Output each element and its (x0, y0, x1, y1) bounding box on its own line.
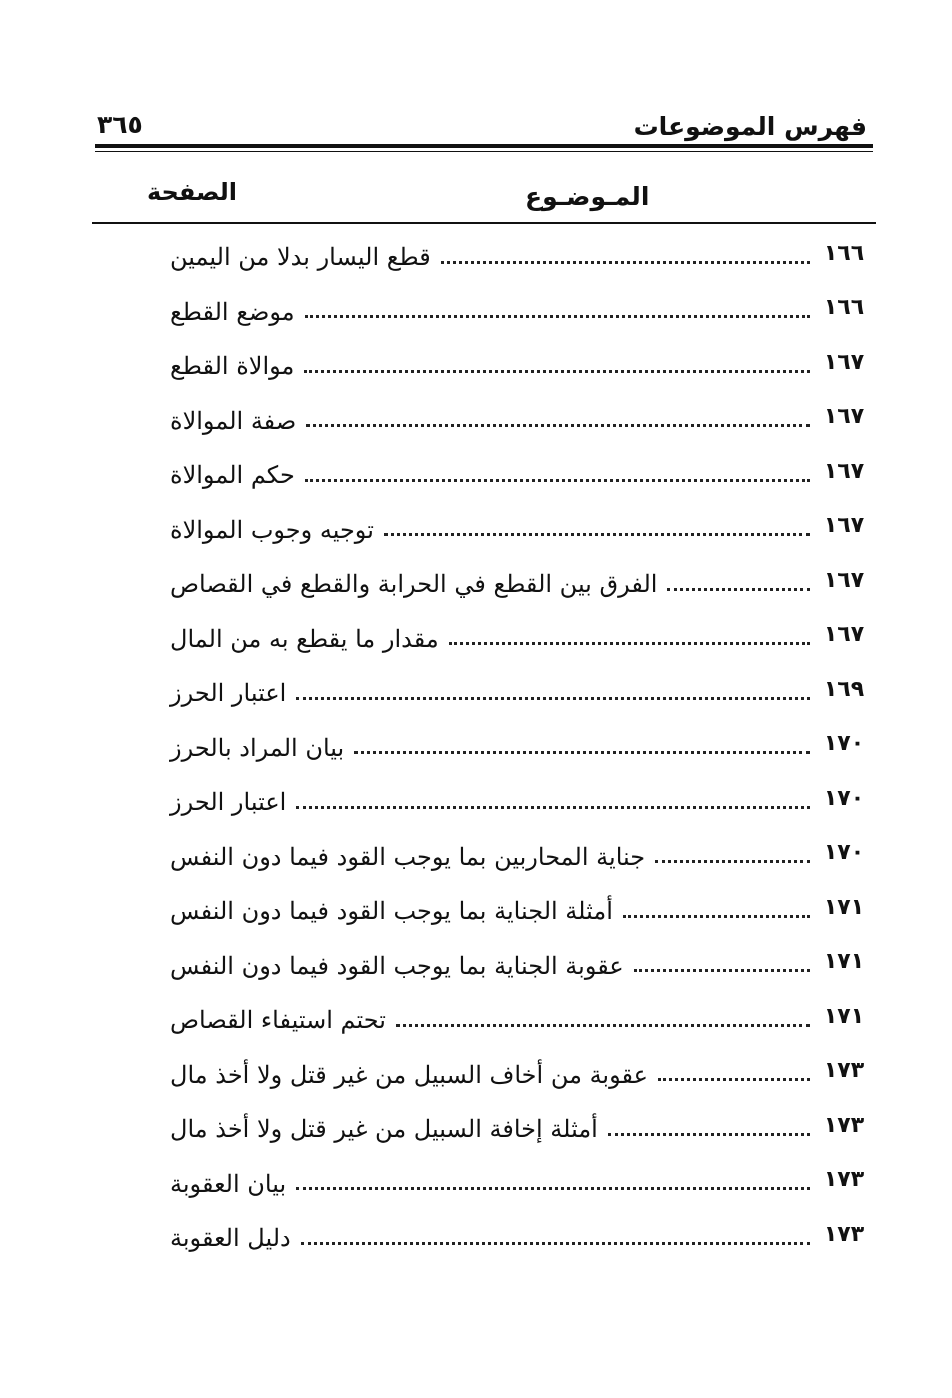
toc-entry-page: ١٦٧ (823, 622, 865, 648)
toc-entry-title: بيان العقوبة (170, 1169, 287, 1198)
toc-entry-page: ١٦٦ (823, 295, 865, 321)
toc-entry (160, 557, 872, 612)
toc-entry-title: مقدار ما يقطع به من المال (170, 624, 439, 653)
toc-entry-page: ١٧١ (823, 1003, 865, 1029)
toc-entry-page: ١٦٧ (823, 458, 865, 484)
toc-entry (160, 1157, 872, 1212)
dot-leader (655, 860, 810, 863)
toc-entry-title: دليل العقوبة (170, 1224, 291, 1253)
dot-leader (296, 697, 810, 700)
dot-leader (449, 642, 810, 645)
toc-entry-page: ١٦٦ (823, 240, 865, 266)
toc-entry-title: جناية المحاربين بما يوجب القود فيما دون النفس (170, 842, 646, 871)
toc-entry (160, 339, 872, 394)
header-rule-thin (95, 151, 873, 152)
toc-entry (160, 775, 872, 830)
toc-entry-title: اعتبار الحرز (170, 788, 287, 817)
toc-entry-page: ١٦٧ (823, 349, 865, 375)
toc-entry (160, 721, 872, 776)
dot-leader (354, 751, 810, 754)
running-header (95, 108, 875, 148)
toc-entry (160, 884, 872, 939)
dot-leader (306, 424, 810, 427)
toc-entry (160, 230, 872, 285)
toc-entry (160, 285, 872, 340)
dot-leader (304, 370, 810, 373)
column-headers (95, 176, 875, 220)
header-rule-thick (95, 144, 873, 148)
toc-entry-title: موالاة القطع (170, 352, 295, 381)
column-header-page: الصفحة (147, 178, 238, 206)
toc-entry-page: ١٦٧ (823, 567, 865, 593)
toc-entry-title: عقوبة الجناية بما يوجب القود فيما دون النفس (170, 951, 624, 980)
toc-entry-title: قطع اليسار بدلا من اليمين (170, 243, 431, 272)
dot-leader (384, 533, 810, 536)
dot-leader (296, 806, 810, 809)
toc-entry (160, 939, 872, 994)
toc-entry-page: ١٧٣ (823, 1167, 865, 1193)
dot-leader (608, 1133, 810, 1136)
toc-entry (160, 1102, 872, 1157)
toc-entry-page: ١٧١ (823, 894, 865, 920)
toc-entry (160, 666, 872, 721)
dot-leader (441, 261, 810, 264)
dot-leader (296, 1187, 810, 1190)
toc-entry-title: توجيه وجوب الموالاة (170, 515, 374, 544)
toc-entry-title: تحتم استيفاء القصاص (170, 1006, 386, 1035)
toc-list (160, 230, 872, 1266)
column-header-rule (92, 222, 876, 224)
toc-entry (160, 993, 872, 1048)
toc-entry-page: ١٦٧ (823, 513, 865, 539)
dot-leader (305, 479, 810, 482)
toc-entry-title: عقوبة من أخاف السبيل من غير قتل ولا أخذ مال (170, 1060, 648, 1089)
toc-entry-page: ١٧١ (823, 949, 865, 975)
toc-entry (160, 394, 872, 449)
toc-entry-page: ١٧٠ (823, 785, 865, 811)
toc-entry (160, 1211, 872, 1266)
toc-entry-title: الفرق بين القطع في الحرابة والقطع في القصاص (170, 570, 658, 599)
toc-entry (160, 830, 872, 885)
toc-entry (160, 448, 872, 503)
toc-entry-page: ١٦٧ (823, 404, 865, 430)
toc-entry-page: ١٧٣ (823, 1221, 865, 1247)
page-number: ٣٦٥ (97, 110, 143, 139)
dot-leader (305, 315, 810, 318)
toc-entry-title: موضع القطع (170, 297, 295, 326)
dot-leader (396, 1024, 810, 1027)
toc-entry-title: اعتبار الحرز (170, 679, 287, 708)
toc-entry-title: أمثلة إخافة السبيل من غير قتل ولا أخذ مال (170, 1115, 598, 1144)
toc-entry-title: أمثلة الجناية بما يوجب القود فيما دون النفس (170, 897, 613, 926)
dot-leader (667, 588, 810, 591)
dot-leader (301, 1242, 810, 1245)
toc-entry (160, 503, 872, 558)
toc-entry-title: بيان المراد بالحرز (170, 733, 345, 762)
toc-entry (160, 1048, 872, 1103)
toc-entry-title: حكم الموالاة (170, 461, 295, 490)
toc-entry-title: صفة الموالاة (170, 406, 297, 435)
toc-entry-page: ١٧٠ (823, 731, 865, 757)
toc-entry (160, 612, 872, 667)
dot-leader (623, 915, 810, 918)
dot-leader (634, 969, 810, 972)
dot-leader (658, 1078, 810, 1081)
toc-entry-page: ١٧٣ (823, 1058, 865, 1084)
column-header-topic: المـوضـوع (525, 182, 650, 211)
running-title: فهرس الموضوعات (633, 112, 867, 141)
toc-entry-page: ١٦٩ (823, 676, 865, 702)
toc-entry-page: ١٧٠ (823, 840, 865, 866)
toc-entry-page: ١٧٣ (823, 1112, 865, 1138)
